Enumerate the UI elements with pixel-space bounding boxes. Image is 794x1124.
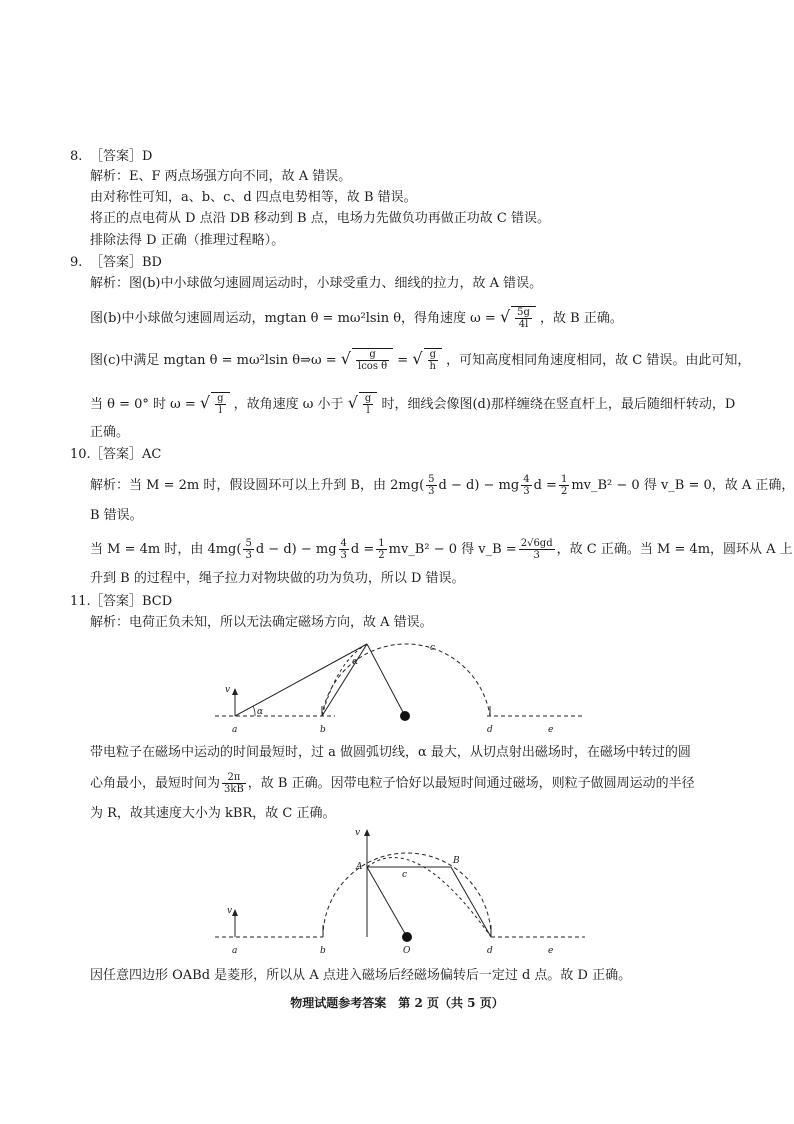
text: 当 M = 4m 时，由 4mg( xyxy=(90,542,242,557)
q11-number: 11. xyxy=(70,594,91,609)
sqrt-icon: √ xyxy=(499,307,511,326)
label-d: d xyxy=(487,725,493,735)
text: mv_B² − 0 得 v_B = xyxy=(388,542,517,557)
q9-line3 xyxy=(90,348,750,372)
velocity-arrow-head xyxy=(232,688,238,695)
label-c: c xyxy=(402,870,408,880)
center-dot xyxy=(400,711,410,721)
q10-line2: B 错误。 xyxy=(90,508,143,523)
label-e: e xyxy=(548,725,554,735)
label-a: a xyxy=(232,946,238,955)
frac-den: l xyxy=(218,405,222,416)
q11-answer: ［答案］BCD xyxy=(90,594,173,609)
q11-line5: 因任意四边形 OABd 是菱形，所以从 A 点进入磁场后经磁场偏转后一定过 d 点。故 D 正确。 xyxy=(90,968,632,983)
text: mv_B² − 0 得 v_B = 0，故 A 正确， xyxy=(571,478,794,493)
sqrt-icon: √ xyxy=(199,393,211,412)
q9-sqrt xyxy=(211,392,229,416)
q9-sqrt xyxy=(359,392,377,416)
frac-num: 1 xyxy=(560,474,568,485)
q11-line1: 解析：电荷正负未知，所以无法确定磁场方向，故 A 错误。 xyxy=(90,615,433,630)
text: d − d) − mg xyxy=(255,542,337,557)
line-Bd xyxy=(451,867,491,937)
vertical-axis-head xyxy=(364,829,370,836)
frac-num: 5 xyxy=(428,474,435,485)
text: d − d) − mg xyxy=(438,478,520,493)
q9-line2-tail: ，故 B 正确。 xyxy=(540,311,623,326)
center-dot xyxy=(402,932,412,942)
tangent-line xyxy=(235,644,367,716)
q10-answer: ［答案］AC xyxy=(90,447,162,462)
q8-line: 将正的点电荷从 D 点沿 DB 移动到 B 点，电场力先做负功再做正功故 C 错误。 xyxy=(90,211,550,226)
q11-line4: 为 R，故其速度大小为 kBR，故 C 正确。 xyxy=(90,806,336,821)
q9-line4 xyxy=(90,392,735,416)
frac-num: 5 xyxy=(245,538,252,549)
frac-num: 5g xyxy=(517,307,530,318)
frac-den: l xyxy=(366,405,370,416)
q9-line2 xyxy=(90,306,623,330)
frac-num: 4 xyxy=(340,538,347,549)
q9-line4-mid: ，故角速度 ω 小于 xyxy=(233,397,344,412)
q10-number: 10. xyxy=(70,447,91,462)
q8-number: 8. xyxy=(70,149,83,164)
q9-sqrt xyxy=(352,348,393,372)
trajectory-arc xyxy=(367,857,491,937)
q9-sqrt xyxy=(511,306,536,330)
frac-den: 3 xyxy=(428,486,435,497)
q11-line3 xyxy=(90,772,695,795)
frac-num: 2√6gd xyxy=(520,538,553,549)
frac-den: 2 xyxy=(560,486,568,497)
label-alpha-top: α xyxy=(352,657,359,667)
label-a: a xyxy=(232,725,238,735)
q9-sqrt xyxy=(424,348,442,372)
frac-num: g xyxy=(428,349,438,361)
sqrt-icon: √ xyxy=(412,349,423,368)
frac-num: 1 xyxy=(378,538,385,549)
q10-line1 xyxy=(90,474,794,497)
frac-den: 4l xyxy=(518,319,529,330)
frac-num: 4 xyxy=(523,474,530,485)
label-A: A xyxy=(356,862,363,872)
line-AO xyxy=(367,867,407,937)
label-O: O xyxy=(403,946,411,955)
equals-sign: = xyxy=(397,353,409,368)
frac-num: g xyxy=(217,393,224,404)
q9-line3-tail: ，可知高度相同角速度相同，故 C 错误。由此可知， xyxy=(446,353,751,368)
frac-den: 3 xyxy=(523,486,530,497)
label-B: B xyxy=(453,856,460,866)
q9-line3-text: 图(c)中满足 mgtan θ = mω²lsin θ⇒ω = xyxy=(90,353,337,368)
figure-2 xyxy=(215,825,595,955)
label-c: c xyxy=(430,643,436,653)
figure-1 xyxy=(215,636,595,736)
label-v: v xyxy=(225,685,231,695)
alpha-arc xyxy=(253,706,255,716)
q9-line2-text: 图(b)中小球做匀速圆周运动，mgtan θ = mω²lsin θ，得角速度 ω = xyxy=(90,311,496,326)
q9-line4-tail: 时，细线会像图(d)那样缠绕在竖直杆上，最后随细杆转动，D xyxy=(381,397,736,412)
q10-line3 xyxy=(90,538,793,561)
radius-line xyxy=(367,644,405,716)
q9-line5: 正确。 xyxy=(90,425,130,440)
q8-line: 由对称性可知，a、b、c、d 四点电势相等，故 B 错误。 xyxy=(90,190,417,205)
q9-line4-text: 当 θ = 0° 时 ω = xyxy=(90,397,196,412)
frac-den: h xyxy=(429,361,436,372)
label-b: b xyxy=(320,946,326,955)
field-boundary-arc xyxy=(323,853,491,937)
q9-line1: 解析：图(b)中小球做匀速圆周运动时，小球受重力、细线的拉力，故 A 错误。 xyxy=(90,276,543,291)
text: 解析：当 M = 2m 时，假设圆环可以上升到 B，由 2mg( xyxy=(90,478,425,493)
label-alpha: α xyxy=(257,707,264,717)
label-b: b xyxy=(320,725,326,735)
sqrt-icon: √ xyxy=(340,349,351,368)
label-v-small: v xyxy=(227,906,233,916)
text: d = xyxy=(350,542,375,557)
q8-answer: ［答案］D xyxy=(90,149,153,164)
q9-number: 9. xyxy=(70,255,83,270)
page-footer: 物理试题参考答案 第 2 页（共 5 页） xyxy=(290,996,504,1010)
q8-line: 排除法得 D 正确（推理过程略）。 xyxy=(90,233,285,248)
label-d: d xyxy=(487,946,493,955)
q10-line4: 升到 B 的过程中，绳子拉力对物块做的功为负功，所以 D 错误。 xyxy=(90,571,465,586)
q8-line: 解析：E、F 两点场强方向不同，故 A 错误。 xyxy=(90,169,352,184)
frac-den: 2 xyxy=(378,550,385,561)
frac-num: g xyxy=(356,349,389,361)
label-v-axis: v xyxy=(355,828,361,838)
chord-line xyxy=(322,644,367,716)
frac-den: 3kB xyxy=(224,784,244,795)
text: d = xyxy=(533,478,557,493)
text: ，故 B 正确。因带电粒子恰好以最短时间通过磁场，则粒子做圆周运动的半径 xyxy=(247,776,695,791)
frac-num: g xyxy=(364,393,372,404)
sqrt-icon: √ xyxy=(347,393,358,412)
q9-answer: ［答案］BD xyxy=(90,255,162,270)
frac-den: 3 xyxy=(533,550,540,561)
frac-num: 2π xyxy=(222,772,246,784)
frac-den: 3 xyxy=(245,550,252,561)
label-e: e xyxy=(548,946,554,955)
text: 心角最小，最短时间为 xyxy=(90,776,221,791)
velocity-arrow-head xyxy=(232,909,238,916)
frac-den: 3 xyxy=(340,550,347,561)
text: ，故 C 正确。当 M = 4m，圆环从 A 上 xyxy=(556,542,793,557)
frac-den: lcos θ xyxy=(358,361,388,372)
q11-line2: 带电粒子在磁场中运动的时间最短时，过 a 做圆弧切线，α 最大，从切点射出磁场时，在磁场中转过的圆 xyxy=(90,745,691,760)
